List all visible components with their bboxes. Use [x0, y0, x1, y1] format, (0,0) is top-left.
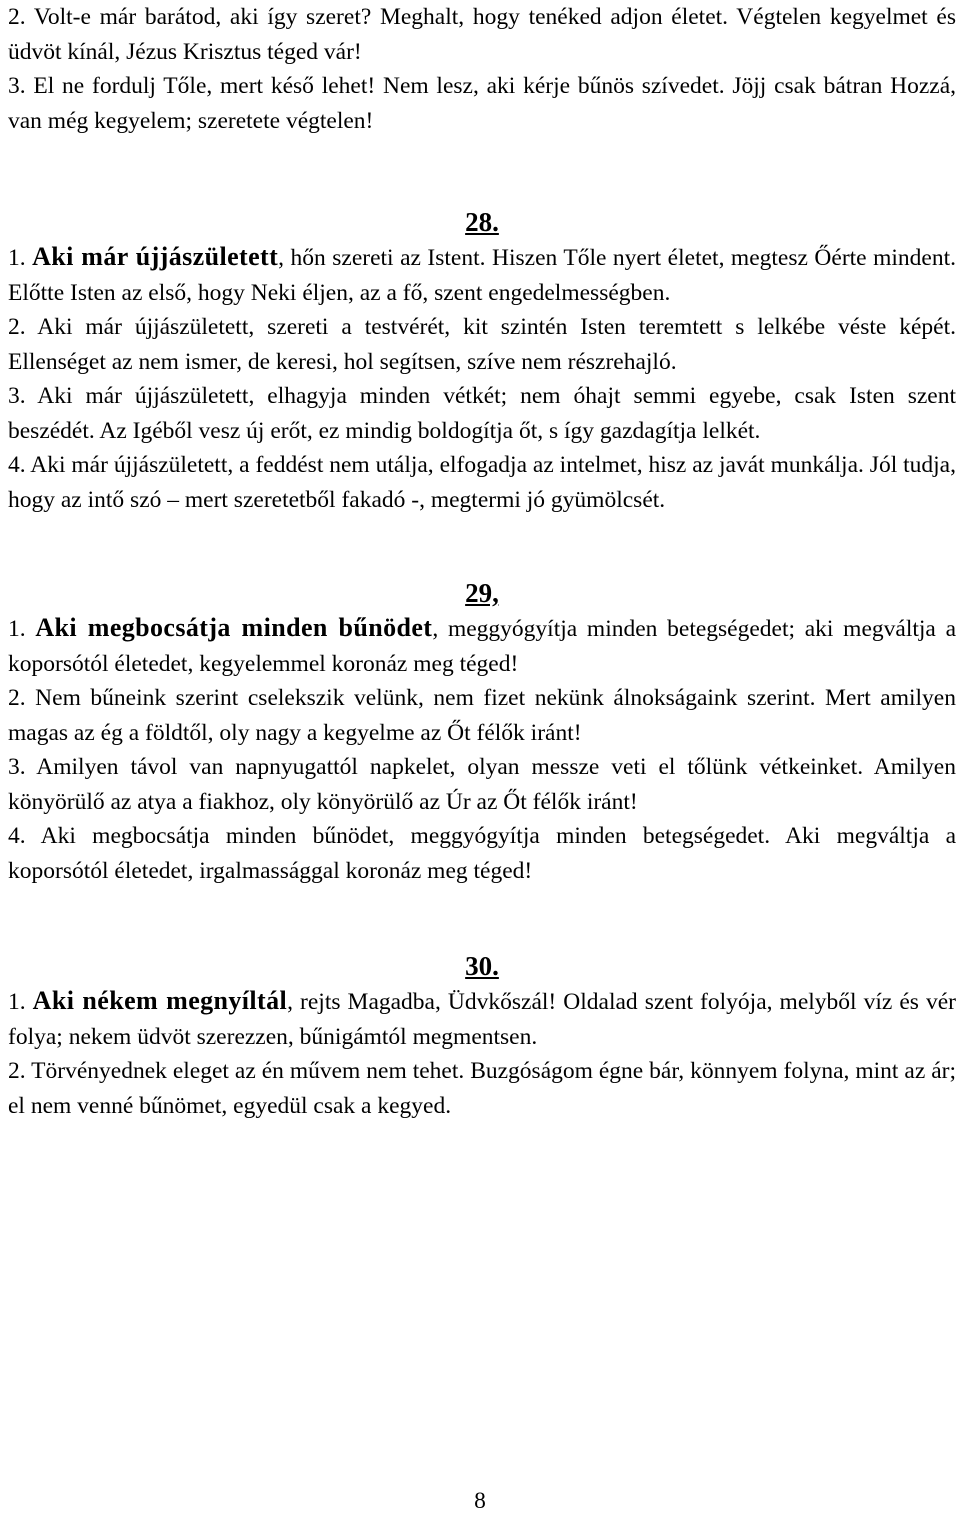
hymn-30 — [8, 948, 956, 1123]
verse-4: 4. Aki megbocsátja minden bűnödet, meggyógyítja minden betegségedet. Aki megváltja a koporsótól életedet, irgalmassággal koronáz meg téged! — [8, 823, 956, 884]
verse-1 — [8, 240, 956, 310]
verse-incipit: Aki megbocsátja minden bűnödet — [35, 613, 433, 642]
hymn-29 — [8, 575, 956, 888]
verse-3: 3. Amilyen távol van napnyugattól napkelet, olyan messze veti el tőlünk vétkeinket. Amilyen könyörülő az atya a fiakhoz, oly könyörülő az Úr az Őt félők iránt! — [8, 754, 956, 815]
verse-2: 2. Nem bűneink szerint cselekszik velünk, nem fizet nekünk álnokságaink szerint. Mert amilyen magas az ég a földtől, oly nagy a kegyelme az Őt félők iránt! — [8, 685, 956, 746]
verse-2: 2. Törvényednek eleget az én művem nem tehet. Buzgóságom égne bár, könnyem folyna, mint az ár; el nem venné bűnömet, egyedül csak a kegyed. — [8, 1058, 956, 1119]
hymn-28 — [8, 204, 956, 517]
verse-number: 1. — [8, 616, 36, 642]
hymn-number: 30. — [465, 951, 499, 981]
verse-number: 1. — [8, 989, 33, 1015]
document-page — [8, 0, 956, 1123]
page-number: 8 — [474, 1488, 486, 1514]
previous-hymn-verse-3: 3. El ne fordulj Tőle, mert késő lehet! Nem lesz, aki kérje bűnös szívedet. Jöjj csak bátran Hozzá, van még kegyelem; szeretete végtelen! — [8, 73, 956, 134]
hymn-number: 29, — [465, 578, 499, 608]
verse-3: 3. Aki már újjászületett, elhagyja minden vétkét; nem óhajt semmi egyebe, csak Isten szent beszédét. Az Igéből vesz új erőt, ez mindig boldogítja őt, s így gazdagítja lelkét. — [8, 383, 956, 444]
verse-4: 4. Aki már újjászületett, a feddést nem utálja, elfogadja az intelmet, hisz az javát munkálja. Jól tudja, hogy az intő szó – mert szeretetből fakadó -, megtermi jó gyümölcsét. — [8, 452, 956, 513]
verse-text: , hőn szereti az Istent. Hiszen Tőle nyert életet, megtesz Őérte mindent. Előtte Isten az első, hogy Neki éljen, az a fő, szent engedelmességben. — [8, 245, 957, 306]
verse-number: 1. — [8, 245, 33, 271]
verse-1 — [8, 611, 956, 681]
verse-incipit: Aki nékem megnyíltál — [32, 986, 288, 1015]
verse-1 — [8, 984, 956, 1054]
previous-hymn-verse-2: 2. Volt-e már barátod, aki így szeret? Meghalt, hogy tenéked adjon életet. Végtelen kegyelmet és üdvöt kínál, Jézus Krisztus téged vár! — [8, 4, 956, 65]
verse-2: 2. Aki már újjászületett, szereti a testvérét, kit szintén Isten teremtett s lelkébe véste képét. Ellenséget az nem ismer, de keresi, hol segítsen, szíve nem részrehajló. — [8, 314, 956, 375]
verse-incipit: Aki már újjászületett — [32, 242, 279, 271]
verse-text: , rejts Magadba, Üdvkőszál! Oldalad szent folyója, melyből víz és vér folya; nekem üdvöt szerezzen, bűnigámtól megmentsen. — [8, 989, 956, 1050]
verse-text: , meggyógyítja minden betegségedet; aki megváltja a koporsótól életedet, kegyelemmel koronáz meg téged! — [8, 616, 957, 677]
hymn-number: 28. — [465, 207, 499, 237]
